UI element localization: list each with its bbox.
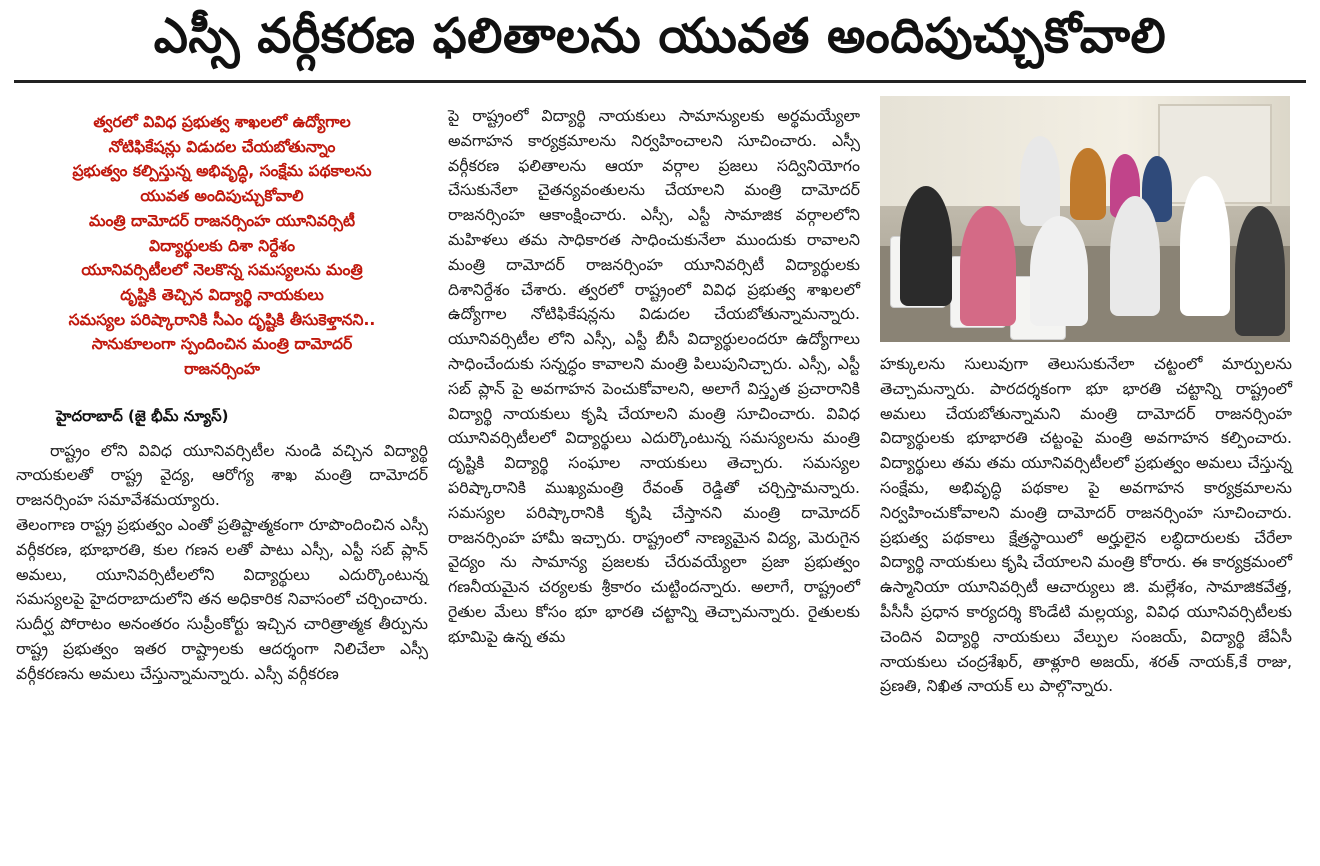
highlight-line: సానుకూలంగా స్పందించిన మంత్రి దామోదర్ [91,335,353,354]
highlight-box [16,96,428,388]
headline-rule [14,80,1306,83]
body-paragraph: రాష్ట్రం లోని వివిధ యూనివర్సిటీల నుండి వచ్చిన విద్యార్థి నాయకులతో రాష్ట్ర వైద్య, ఆరోగ్య శాఖ మంత్రి దామోదర్ రాజనర్సింహ సమావేశమయ్యారు. [16,440,428,510]
highlight-line: త్వరలో వివిధ ప్రభుత్వ శాఖలలో ఉద్యోగాల [93,113,351,131]
highlight-line: రాజనర్సింహ [184,360,260,379]
highlight-line: యువత అందిపుచ్చుకోవాలి [140,187,304,206]
body-paragraph: పై రాష్ట్రంలో విద్యార్థి నాయకులు సామాన్యులకు అర్థమయ్యేలా అవగాహన కార్యక్రమాలను నిర్వహించాలని సూచించారు. ఎస్సీ వర్గీకరణ ఫలితాలను ఆయా వర్గాల ప్రజలు సద్వినియోగం చేసుకునేలా చైతన్యవంతులను చేయాలని మంత్రి దామోదర్ రాజనర్సింహ ఆకాంక్షించారు. ఎస్సీ, ఎస్టీ సామాజిక వర్గాలలోని మహిళలు తమ సాధికారత సాధించుకునేలా ముందుకు రావాలని మంత్రి దామోదర్ రాజనర్సింహ యూనివర్సిటీ విద్యార్థులకు దిశానిర్దేశం చేశారు. త్వరలో రాష్ట్రంలో వివిధ ప్రభుత్వ శాఖలలో ఉద్యోగాల నోటిఫికేషన్లను విడుదల చేయబోతున్నామన్నారు. యూనివర్సిటీల లోని ఎస్సీ, ఎస్టీ బీసీ విద్యార్థులందరూ ఉద్యోగాలు సాధించేందుకు సన్నద్ధం కావాలని మంత్రి పిలుపునిచ్చారు. ఎస్సీ, ఎస్టీ సబ్ ప్లాన్ పై అవగాహన పెంచుకోవాలని, అలాగే విస్తృత ప్రచారానికి విద్యార్థి నాయకులు కృషి చేయాలని మంత్రి సూచించారు. వివిధ యూనివర్సిటీలలో విద్యార్థులు ఎదుర్కొంటున్న సమస్యలను మంత్రి దృష్టికి విద్యార్థి సంఘాల నాయకులు తెచ్చారు. సమస్యల పరిష్కారానికి ముఖ్యమంత్రి రేవంత్ రెడ్డితో చర్చిస్తామన్నారు. సమస్యల పరిష్కారానికి కృషి చేస్తానని మంత్రి దామోదర్ రాజనర్సింహ హామీ ఇచ్చారు. రాష్ట్రంలో నాణ్యమైన విద్య, మెరుగైన వైద్యం ను సామాన్య ప్రజలకు చేరువయ్యేలా ప్రజా ప్రభుత్వం గణనీయమైన చర్యలకు శ్రీకారం చుట్టిందన్నారు. అలాగే, రాష్ట్రంలో రైతుల మేలు కోసం భూ భారతి చట్టాన్ని తెచ్చామన్నారు. రైతులకు భూమిపై ఉన్న తమ [448,106,860,646]
column-1 [16,96,428,687]
meeting-photo [880,96,1290,342]
highlight-line: నోటిఫికేషన్లు విడుదల చేయబోతున్నాం [108,137,336,156]
highlight-line: దృష్టికి తెచ్చిన విద్యార్థి నాయకులు [120,285,324,304]
column-3 [880,352,1292,699]
body-paragraph: తెలంగాణ రాష్ట్ర ప్రభుత్వం ఎంతో ప్రతిష్టాత్మకంగా రూపొందించిన ఎస్సీ వర్గీకరణ, భూభారతి, కుల గణన లతో పాటు ఎస్సీ, ఎస్టీ సబ్ ప్లాన్ అమలు, యూనివర్సిటీలలోని విద్యార్థులు ఎదుర్కొంటున్న సమస్యలపై హైదరాబాదులోని తన అధికారిక నివాసంలో చర్చించారు. సుదీర్ఘ పోరాటం అనంతరం సుప్రీంకోర్టు ఇచ్చిన చారిత్రాత్మక తీర్పును రాష్ట్ర ప్రభుత్వం ఇతర రాష్ట్రాలకు ఆదర్శంగా నిలిచేలా ఎస్సీ వర్గీకరణను అమలు చేస్తున్నామన్నారు. ఎస్సీ వర్గీకరణ [16,514,429,683]
body-paragraph: హక్కులను సులువుగా తెలుసుకునేలా చట్టంలో మార్పులను తెచ్చామన్నారు. పారదర్శకంగా భూ భారతి చట్టాన్ని రాష్ట్రంలో అమలు చేయబోతున్నామని మంత్రి దామోదర్ రాజనర్సింహ విద్యార్థులకు భూభారతి చట్టంపై మంత్రి అవగాహన కల్పించారు. విద్యార్థులు తమ తమ యూనివర్సిటీలలో ప్రభుత్వం అమలు చేస్తున్న సంక్షేమ, అభివృద్ధి పథకాల పై అవగాహన కార్యక్రమాలను నిర్వహించుకోవాలని మంత్రి దామోదర్ రాజనర్సింహ సూచించారు. ప్రభుత్వ పథకాలు క్షేత్రస్థాయిలో అర్హులైన లబ్ధిదారులకు చేరేలా విద్యార్థి నాయకులు కృషి చేయాలని మంత్రి కోరారు. ఈ కార్యక్రమంలో ఉస్మానియా యూనివర్సిటీ ఆచార్యులు జి. మల్లేశం, సామాజికవేత్త, పీసీసీ ప్రధాన కార్యదర్శి కొండేటి మల్లయ్య, వివిధ యూనివర్సిటీలకు చెందిన విద్యార్థి నాయకులు వేల్పుల సంజయ్, విద్యార్థి జేఏసీ నాయకులు చంద్రశేఖర్, తాళ్లూరి అజయ్, శరత్ నాయక్,కే రాజు, ప్రణతి, నిఖిత నాయక్ లు పాల్గొన్నారు. [880,354,1292,696]
dateline: హైదరాబాద్ (జై భీమ్ న్యూస్) [56,406,229,425]
highlight-line: విద్యార్థులకు దిశా నిర్దేశం [149,236,295,255]
highlight-line: సమస్యల పరిష్కారానికి సీఎం దృష్టికి తీసుకెళ్తానని.. [68,310,376,329]
highlight-line: మంత్రి దామోదర్ రాజనర్సింహ యూనివర్సిటీ [88,211,356,230]
highlight-line: యూనివర్సిటీలలో నెలకొన్న సమస్యలను మంత్రి [81,261,363,280]
highlight-line: ప్రభుత్వం కల్పిస్తున్న అభివృద్ధి, సంక్షేమ పథకాలను [72,162,372,181]
article-headline: ఎస్సీ వర్గీకరణ ఫలితాలను యువత అందిపుచ్చుకోవాలి [153,8,1167,64]
column-2 [448,104,860,650]
